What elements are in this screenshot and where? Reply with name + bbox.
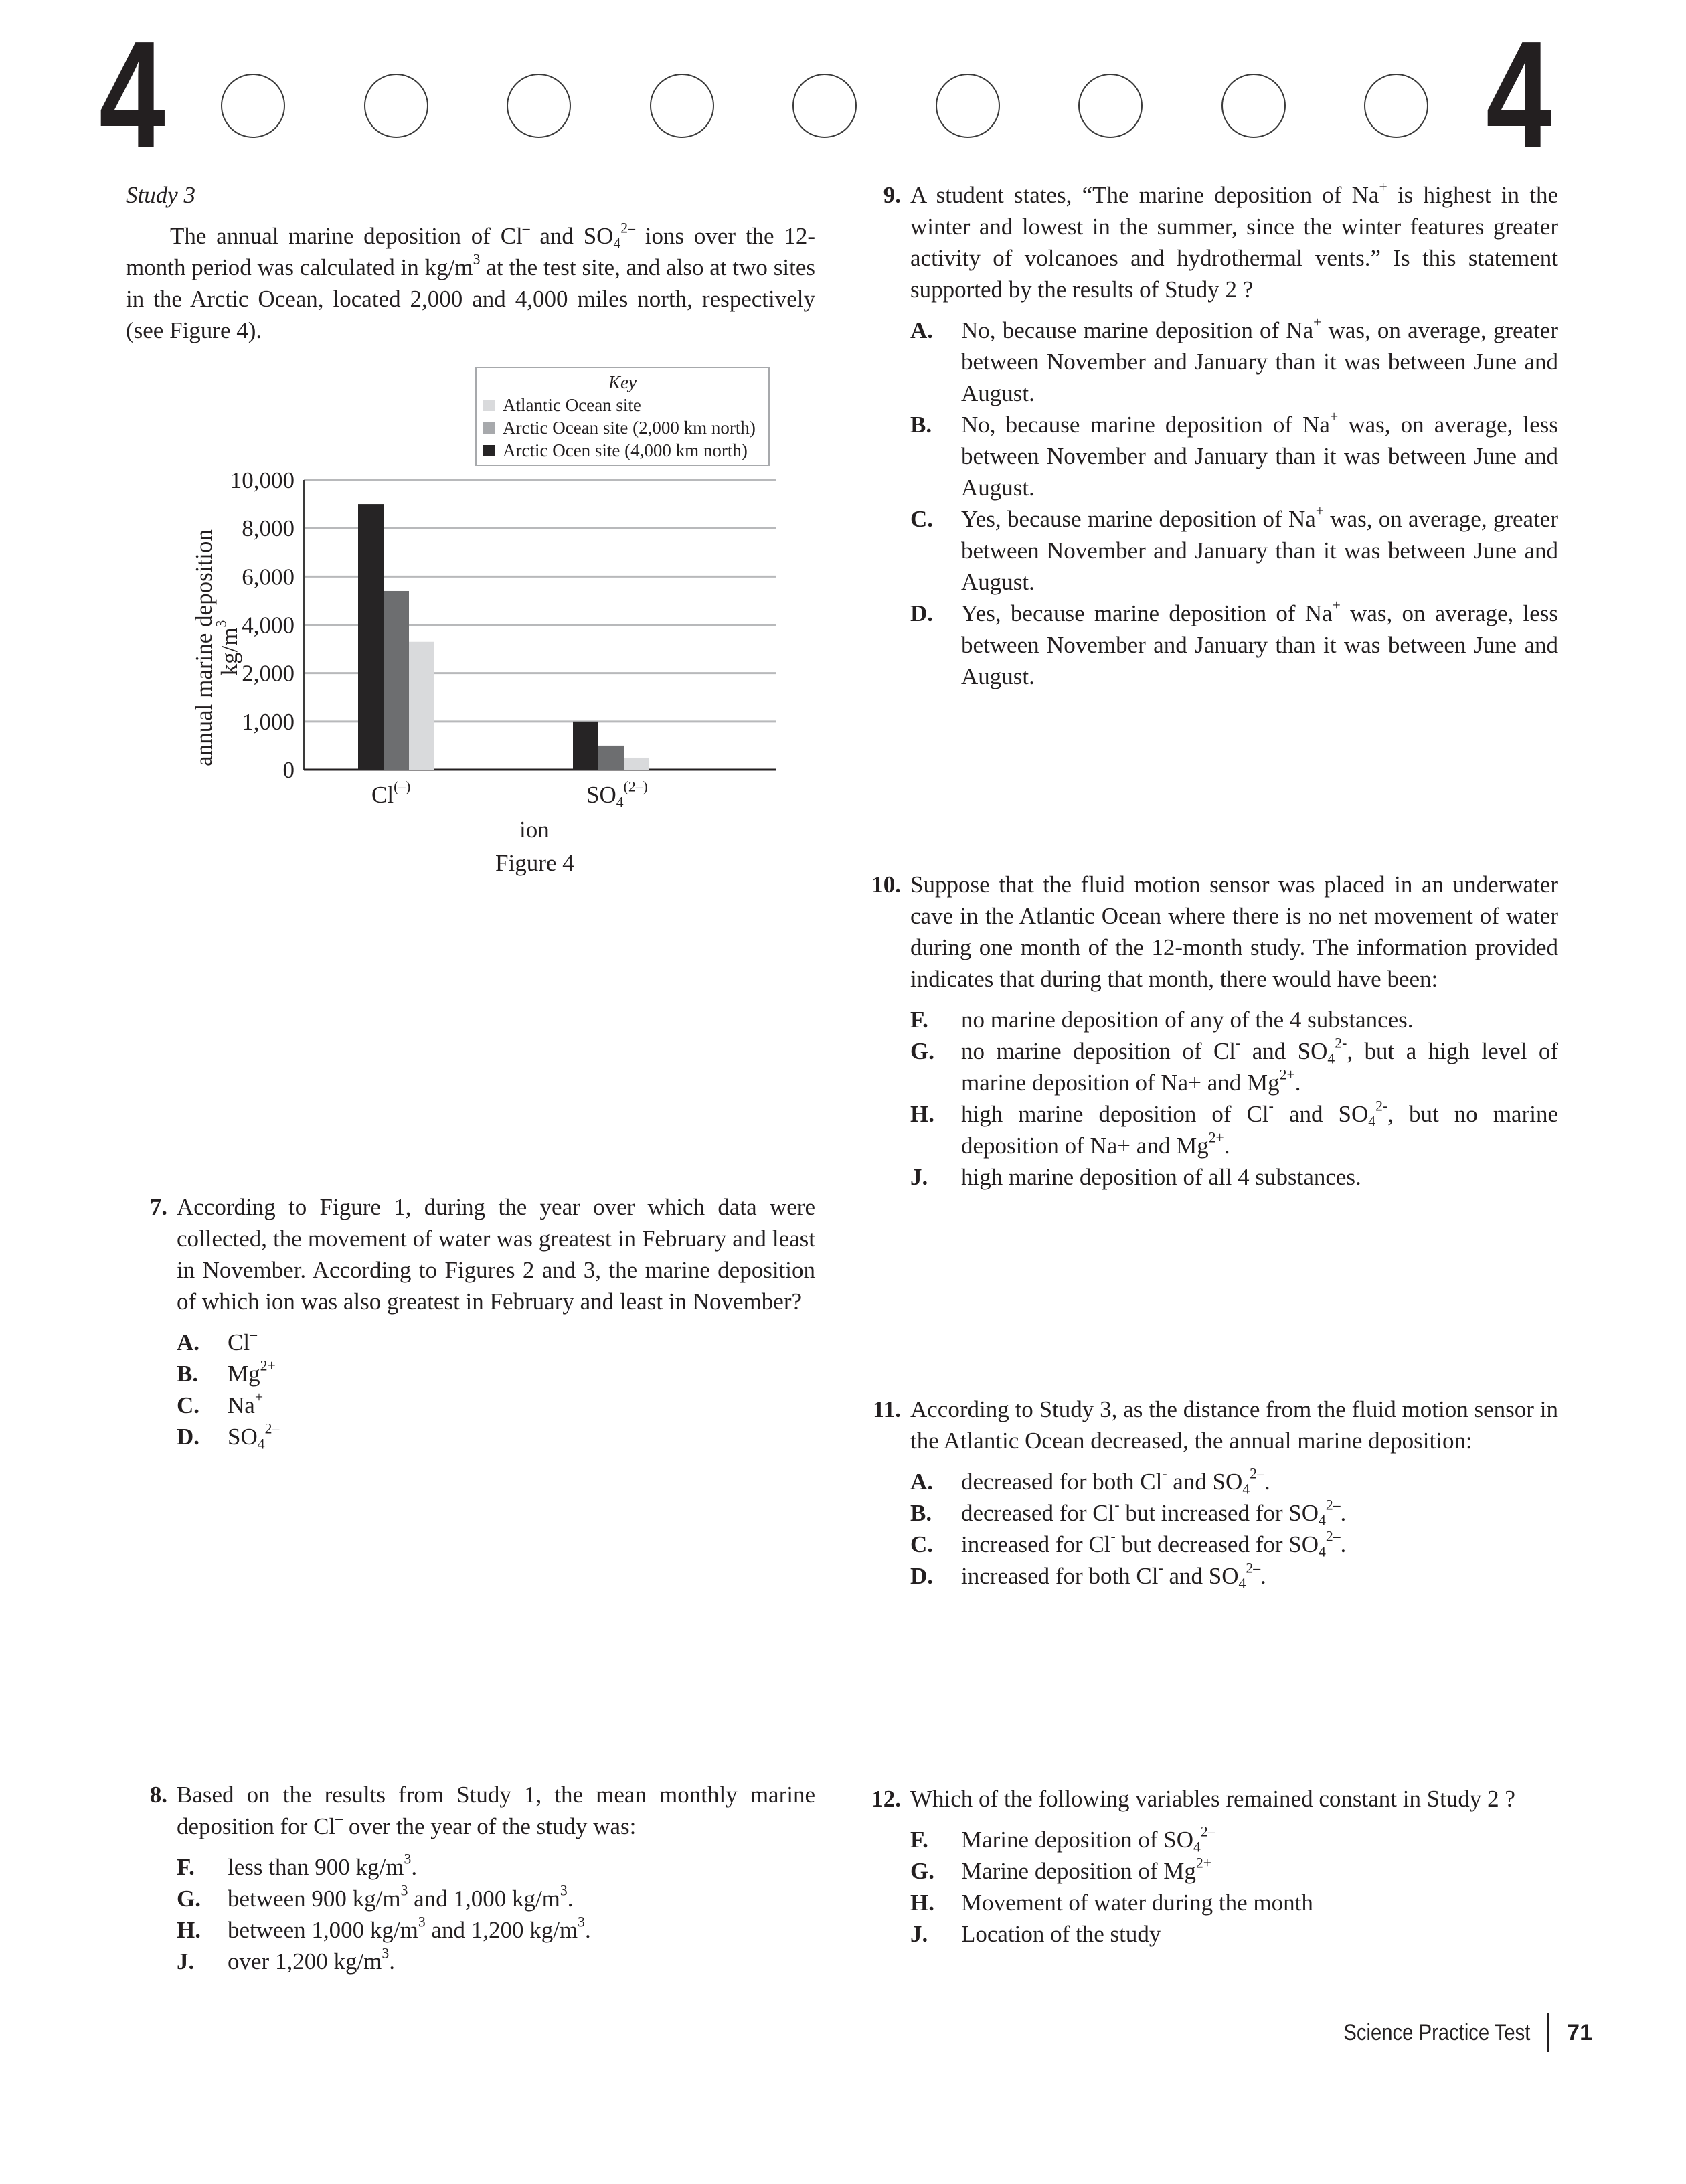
y-tick-label: 6,000 xyxy=(242,564,294,590)
question-stem: Based on the results from Study 1, the mean monthly marine deposition for Cl– over the year of the study was: xyxy=(177,1782,815,1839)
answer-bubble xyxy=(792,74,857,138)
legend-label: Atlantic Ocean site xyxy=(503,395,641,415)
option-text: Na+ xyxy=(228,1389,264,1418)
answer-options xyxy=(177,1327,815,1452)
x-tick-label: Cl(–) xyxy=(371,778,411,808)
chart-plot xyxy=(147,355,803,890)
option-letter: A. xyxy=(177,1329,200,1355)
option-letter: D. xyxy=(910,600,934,626)
bar-cl-series-0 xyxy=(358,504,384,770)
option-text: between 900 $kg/m^3$ and 1,000 $kg/m^3$. xyxy=(228,1882,574,1912)
answer-option[interactable] xyxy=(910,1098,1558,1161)
study3-title: Study 3 xyxy=(126,182,196,208)
question-stem: Suppose that the fluid motion sensor was placed in an underwater cave in the Atlantic Ocean where there is no net movement of water during one month of the 12-month study. The information provided indicates that during that month, there would have been: xyxy=(910,871,1558,992)
answer-option[interactable] xyxy=(177,1946,815,1977)
answer-option[interactable] xyxy=(910,409,1558,503)
option-text: Yes, because marine deposition of Na+ was, on average, less between November and January than it was between June and August. xyxy=(961,597,1558,689)
option-letter: F. xyxy=(910,1827,928,1853)
section-number-right: 4 xyxy=(1486,10,1549,180)
option-letter: B. xyxy=(177,1361,199,1387)
y-tick-label: 4,000 xyxy=(242,612,294,639)
answer-option[interactable] xyxy=(177,1327,815,1358)
option-letter: H. xyxy=(910,1101,934,1127)
option-letter: B. xyxy=(910,1500,932,1526)
answer-bubble xyxy=(1221,74,1286,138)
option-text: between 1,000 $kg/m^3$ and 1,200 $kg/m^3$. xyxy=(228,1914,591,1943)
y-tick-label: 1,000 xyxy=(242,708,294,735)
answer-option[interactable] xyxy=(910,1855,1558,1887)
option-text: No, because marine deposition of Na+ was, on average, less between November and January than it was between June and August. xyxy=(961,408,1558,501)
option-text: decreased for both Cl- and $SO_4^{2-}$. xyxy=(961,1465,1270,1497)
bar-so4-series-2 xyxy=(624,758,649,770)
y-tick-label: 10,000 xyxy=(230,467,294,493)
figure-4-chart xyxy=(147,355,803,890)
y-axis-label: annual marine deposition $kg/m^3$ xyxy=(191,529,242,766)
answer-option[interactable] xyxy=(910,1560,1558,1592)
answer-option[interactable] xyxy=(910,503,1558,598)
option-letter: J. xyxy=(177,1948,195,1975)
answer-option[interactable] xyxy=(910,1918,1558,1950)
page-footer xyxy=(1313,2013,1592,2052)
footer-divider xyxy=(1547,2013,1549,2052)
bar-cl-series-1 xyxy=(384,591,409,770)
option-text: increased for both Cl- and $SO_4^{2-}$. xyxy=(961,1560,1266,1592)
section-number-left: 4 xyxy=(99,10,163,180)
answer-options xyxy=(177,1851,815,1977)
option-letter: C. xyxy=(177,1392,200,1418)
option-letter: D. xyxy=(177,1424,200,1450)
question-7 xyxy=(129,1191,815,1452)
answer-option[interactable] xyxy=(910,598,1558,692)
option-text: no marine deposition of any of the 4 substances. xyxy=(961,1007,1414,1033)
legend-label: Arctic Ocen site (4,000 km north) xyxy=(503,440,748,460)
question-number: 9. xyxy=(883,182,901,208)
option-letter: A. xyxy=(910,317,934,343)
option-letter: G. xyxy=(177,1885,201,1912)
answer-options xyxy=(910,1824,1558,1950)
question-stem: Which of the following variables remained constant in Study 2 ? xyxy=(910,1786,1515,1812)
answer-bubble xyxy=(936,74,1000,138)
bar-so4-series-0 xyxy=(573,722,598,770)
y-tick-label: 2,000 xyxy=(242,660,294,687)
option-text: Cl– xyxy=(228,1326,257,1355)
answer-option[interactable] xyxy=(177,1421,815,1452)
option-text: over 1,200 $kg/m^3$. xyxy=(228,1945,395,1975)
question-12 xyxy=(862,1783,1558,1950)
y-tick-label: 8,000 xyxy=(242,515,294,542)
answer-bubble xyxy=(221,74,285,138)
option-letter: C. xyxy=(910,1531,934,1558)
answer-option[interactable] xyxy=(177,1914,815,1946)
option-letter: A. xyxy=(910,1468,934,1495)
answer-bubble xyxy=(507,74,571,138)
option-text: $SO_4^{2-}$ xyxy=(228,1420,280,1452)
answer-option[interactable] xyxy=(910,1824,1558,1855)
legend-label: Arctic Ocean site (2,000 km north) xyxy=(503,418,756,438)
option-letter: H. xyxy=(177,1917,201,1943)
answer-option[interactable] xyxy=(177,1883,815,1914)
answer-option[interactable] xyxy=(910,1529,1558,1560)
legend-title: Key xyxy=(608,372,637,392)
option-text: high marine deposition of Cl- and $SO_4^{2-}$, but no marine deposition of Na+ and $Mg^{2+}$. xyxy=(961,1098,1559,1159)
page-number: 71 xyxy=(1567,2019,1592,2045)
figure-caption: Figure 4 xyxy=(495,850,574,876)
study3-block xyxy=(126,179,815,346)
answer-option[interactable] xyxy=(177,1358,815,1390)
answer-option[interactable] xyxy=(177,1851,815,1883)
question-stem: According to Figure 1, during the year over which data were collected, the movement of water was greatest in February and least in November. According to Figures 2 and 3, the marine deposition of which ion was also greatest in February and least in November? xyxy=(177,1194,815,1315)
x-axis-label: ion xyxy=(519,817,550,843)
option-text: increased for Cl- but decreased for $SO_4^{2-}$. xyxy=(961,1528,1347,1560)
option-letter: F. xyxy=(910,1007,928,1033)
option-text: $Mg^{2+}$ xyxy=(228,1357,276,1387)
answer-options xyxy=(910,315,1558,692)
answer-bubble xyxy=(364,74,428,138)
answer-option[interactable] xyxy=(910,1035,1558,1098)
option-text: Yes, because marine deposition of Na+ was, on average, greater between November and January than it was between June and August. xyxy=(961,503,1558,595)
question-number: 8. xyxy=(149,1782,167,1808)
y-tick-label: 0 xyxy=(282,757,294,783)
question-number: 11. xyxy=(873,1396,901,1422)
bar-cl-series-2 xyxy=(409,642,434,770)
question-number: 12. xyxy=(871,1786,901,1812)
option-letter: J. xyxy=(910,1164,928,1190)
x-tick-label: $SO_4^{(2-)}$ xyxy=(586,778,648,811)
answer-option[interactable] xyxy=(910,1004,1558,1035)
question-11 xyxy=(862,1394,1558,1592)
option-letter: G. xyxy=(910,1858,934,1884)
answer-options xyxy=(910,1004,1558,1193)
option-text: Location of the study xyxy=(961,1921,1161,1947)
option-letter: G. xyxy=(910,1038,934,1064)
option-letter: C. xyxy=(910,506,934,532)
option-text: No, because marine deposition of Na+ was, on average, greater between November and January than it was between June and August. xyxy=(961,314,1558,406)
answer-option[interactable] xyxy=(910,1887,1558,1918)
option-text: Movement of water during the month xyxy=(961,1889,1313,1916)
answer-option[interactable] xyxy=(910,1497,1558,1529)
footer-label: Science Practice Test xyxy=(1343,2019,1531,2045)
answer-bubble xyxy=(1078,74,1143,138)
option-text: less than 900 $kg/m^3$. xyxy=(228,1851,418,1880)
question-8 xyxy=(129,1779,815,1977)
answer-option[interactable] xyxy=(910,1466,1558,1497)
option-text: decreased for Cl- but increased for $SO_4^{2-}$. xyxy=(961,1497,1347,1529)
option-letter: H. xyxy=(910,1889,934,1916)
question-9 xyxy=(862,179,1558,692)
question-stem: According to Study 3, as the distance from the fluid motion sensor in the Atlantic Ocean decreased, the annual marine deposition: xyxy=(910,1396,1558,1454)
answer-bubble xyxy=(1364,74,1428,138)
question-number: 7. xyxy=(149,1194,167,1220)
option-text: Marine deposition of $SO_4^{2-}$ xyxy=(961,1823,1215,1855)
answer-option[interactable] xyxy=(910,1161,1558,1193)
study3-paragraph: The annual marine deposition of Cl– and $SO_4^{2-}$ ions over the 12-month period was calculated in $kg/m^3$ at the test site, and also at two sites in the Arctic Ocean, located 2,000 and 4,000 miles north, respectively (see Figure 4). xyxy=(126,220,816,343)
option-text: high marine deposition of all 4 substances. xyxy=(961,1164,1361,1190)
question-10 xyxy=(862,869,1558,1193)
option-letter: B. xyxy=(910,412,932,438)
option-letter: D. xyxy=(910,1563,934,1589)
answer-option[interactable] xyxy=(910,315,1558,409)
option-letter: J. xyxy=(910,1921,928,1947)
answer-options xyxy=(910,1466,1558,1592)
answer-option[interactable] xyxy=(177,1390,815,1421)
option-text: Marine deposition of $Mg^{2+}$ xyxy=(961,1855,1212,1884)
bar-so4-series-1 xyxy=(598,746,624,770)
question-number: 10. xyxy=(871,871,901,898)
answer-bubble xyxy=(650,74,714,138)
question-stem: A student states, “The marine deposition of Na+ is highest in the winter and lowest in the summer, since the winter features greater activity of volcanoes and hydrothermal vents.” Is this statement supported by the results of Study 2 ? xyxy=(910,179,1558,303)
option-letter: F. xyxy=(177,1854,195,1880)
option-text: no marine deposition of Cl- and $SO_4^{2-}$, but a high level of marine deposition of Na+ and $Mg^{2+}$. xyxy=(961,1035,1558,1096)
